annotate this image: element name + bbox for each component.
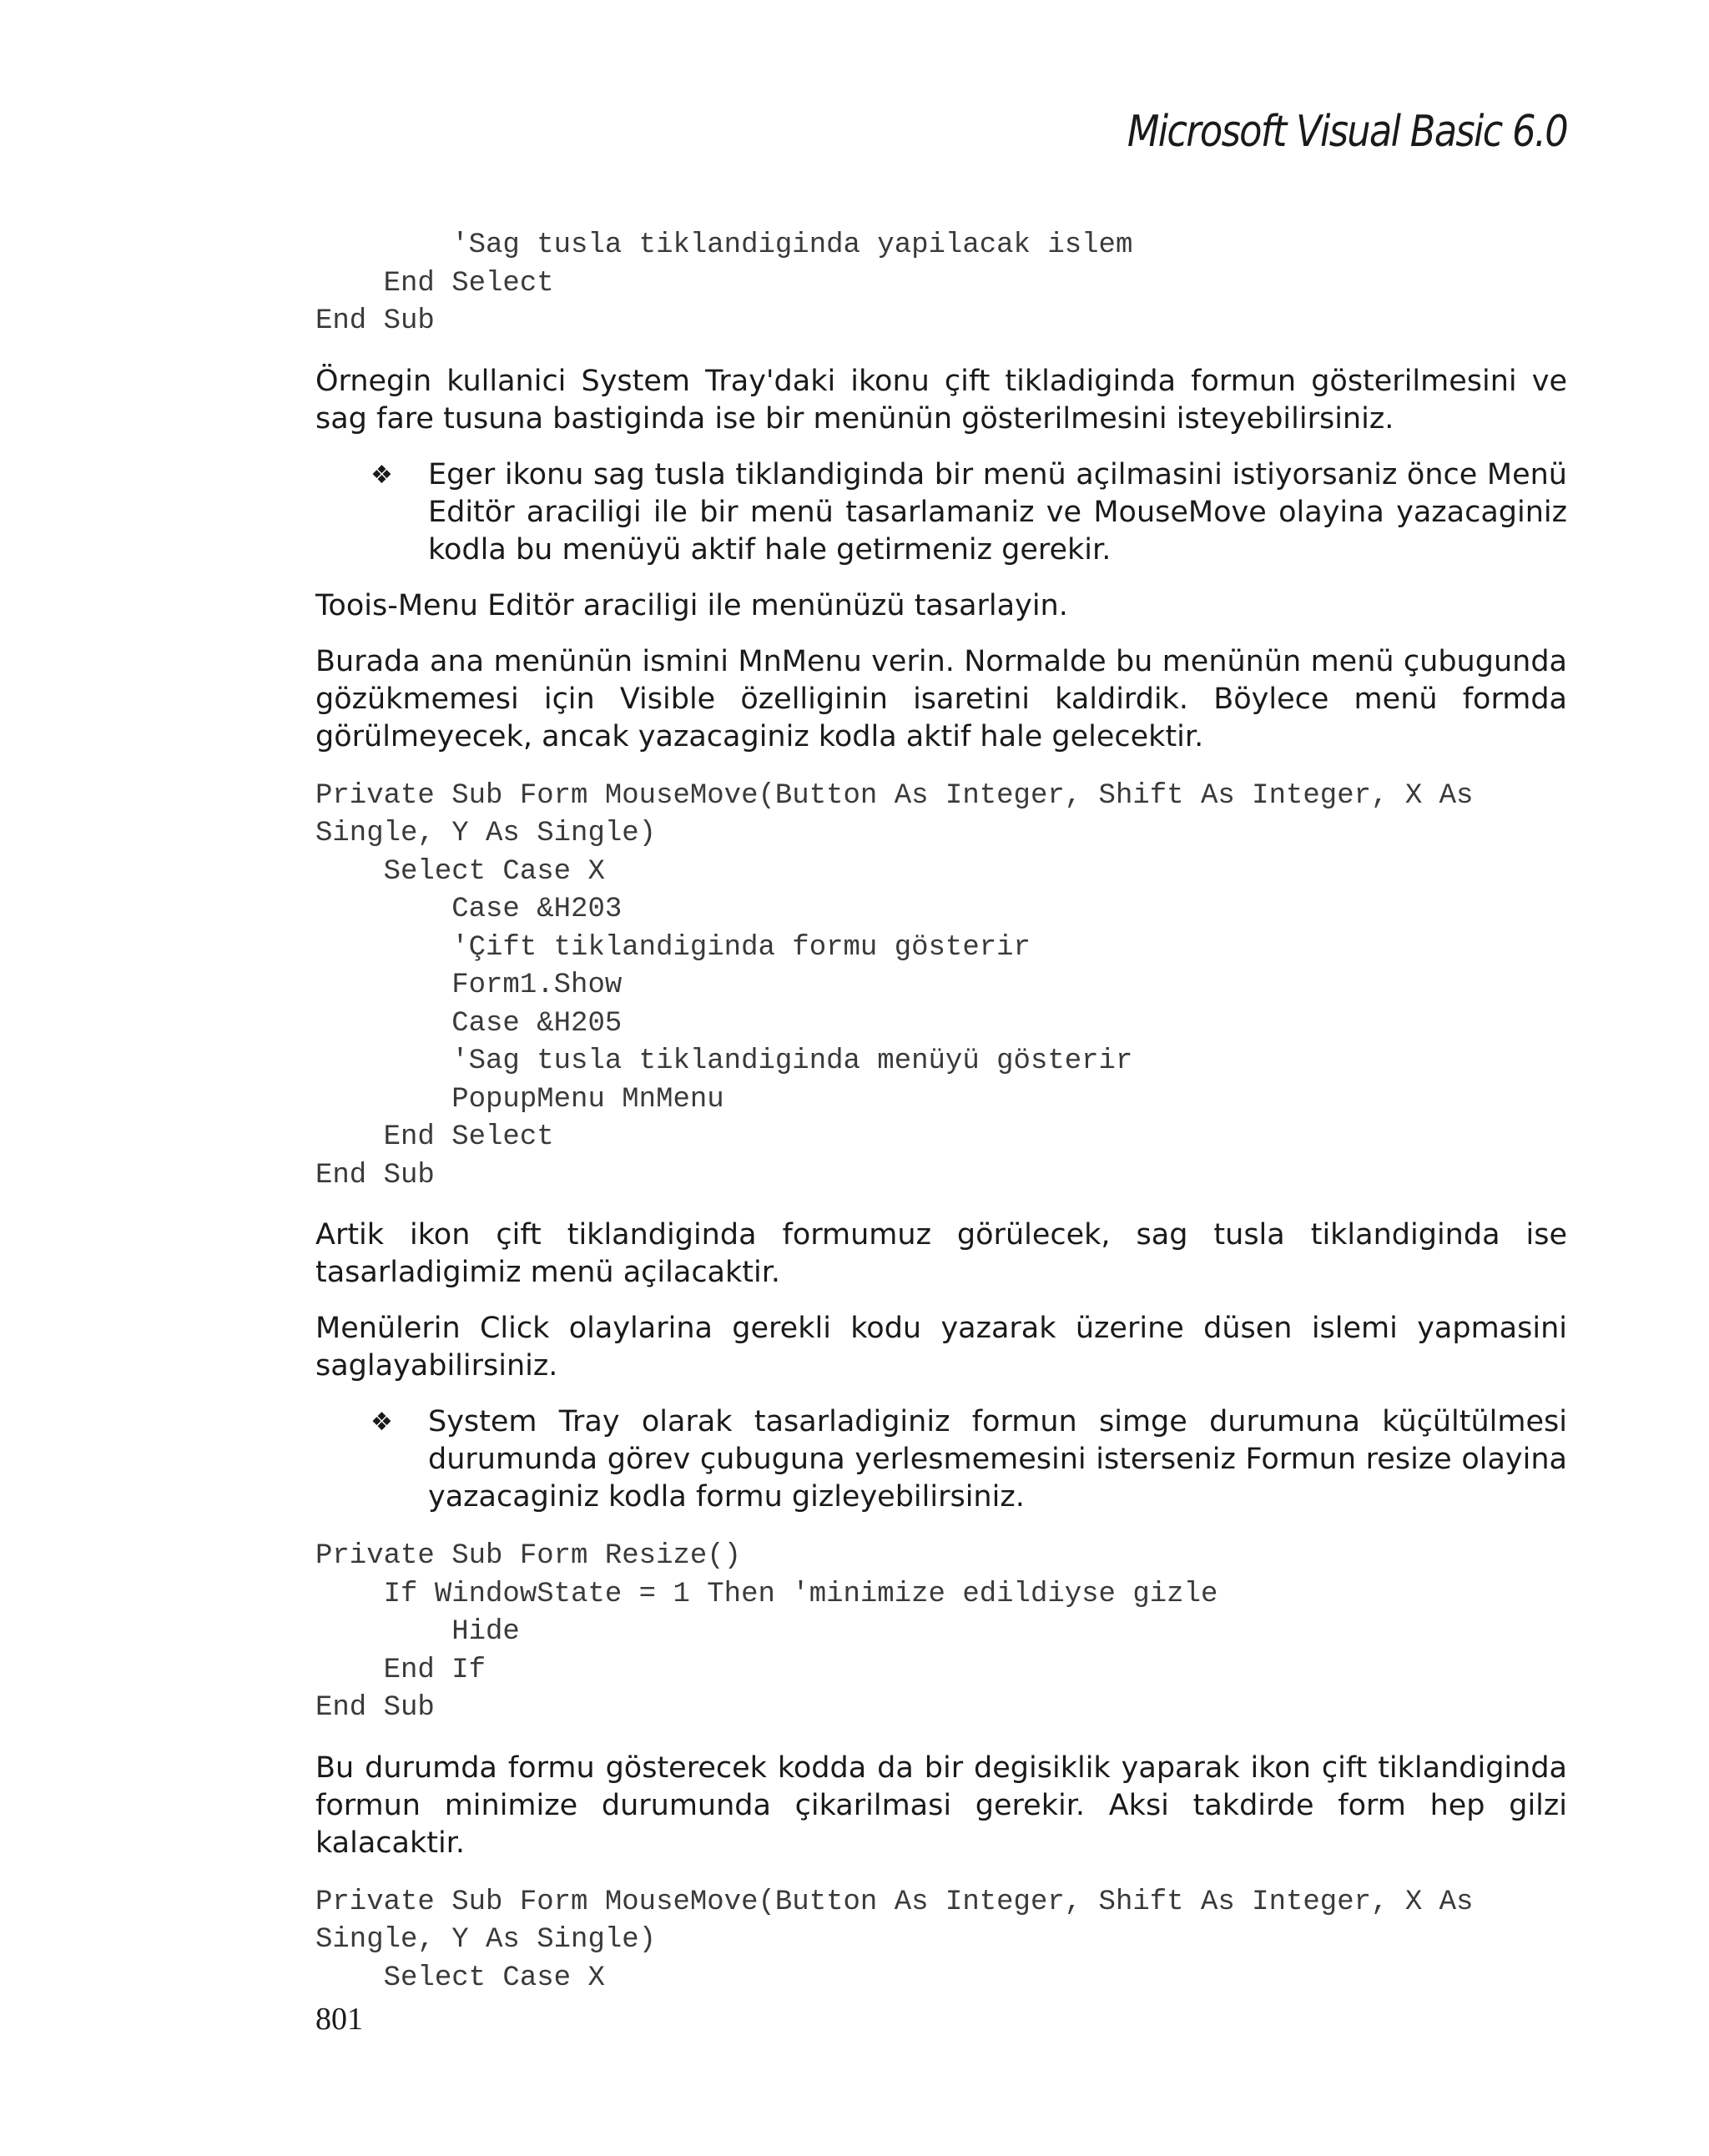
paragraph-6: Bu durumda formu gösterecek kodda da bir degisiklik yaparak ikon çift tiklandiginda formun minimize durumunda çikarilmasi gerekir. Aksi takdirde form hep gilzi kalacaktir. [315, 1750, 1567, 1860]
code-block-2: Private Sub Form MouseMove(Button As Integer, Shift As Integer, X As Single, Y As Single) Select Case X Case &H203 'Çift tiklandiginda formu gösterir Form1.Show Case &H205 'Sag tusla tiklandiginda menüyü gösterir PopupMenu MnMenu End Select End Sub [315, 779, 1474, 1191]
paragraph-5: Menülerin Click olaylarina gerekli kodu yazarak üzerine düsen islemi yapmasini saglayabilirsiniz. [315, 1312, 1567, 1383]
running-header: Microsoft Visual Basic 6.0 [1127, 107, 1567, 157]
page-number: 801 [315, 2002, 363, 2037]
paragraph-3: Burada ana menünün ismini MnMenu verin. Normalde bu menünün menü çubugunda gözükmemesi için Visible özelliginin isaretini kaldirdik. Böylece menü formda görülmeyecek, ancak yazacaginiz kodla aktif hale gelecektir. [315, 644, 1567, 753]
code-block-1: 'Sag tusla tiklandiginda yapilacak islem End Select End Sub [315, 229, 1133, 337]
bullet-item-1 [315, 456, 1567, 569]
page-content [315, 227, 1567, 1997]
bullet-diamond-icon: ❖ [371, 1408, 393, 1437]
paragraph-2: Toois-Menu Editör araciligi ile menünüzü tasarlayin. [315, 588, 1068, 622]
document-page [315, 0, 1567, 2156]
bullet-text-1: Eger ikonu sag tusla tiklandiginda bir menü açilmasini istiyorsaniz önce Menü Editör araciligi ile bir menü tasarlamaniz ve MouseMove olayina yazacaginiz kodla bu menüyü aktif hale getirmeniz gerekir. [428, 457, 1567, 567]
paragraph-4: Artik ikon çift tiklandiginda formumuz görülecek, sag tusla tiklandiginda ise tasarladigimiz menü açilacaktir. [315, 1218, 1567, 1289]
code-block-4: Private Sub Form MouseMove(Button As Integer, Shift As Integer, X As Single, Y As Single) Select Case X [315, 1886, 1474, 1994]
bullet-text-2: System Tray olarak tasarladiginiz formun simge durumuna küçültülmesi durumunda görev çubuguna yerlesmemesini isterseniz Formun resize olayina yazacaginiz kodla formu gizleyebilirsiniz. [428, 1405, 1567, 1514]
code-block-3: Private Sub Form Resize() If WindowState = 1 Then 'minimize edildiyse gizle Hide End If End Sub [315, 1540, 1218, 1724]
bullet-item-2 [315, 1403, 1567, 1516]
paragraph-1: Örnegin kullanici System Tray'daki ikonu çift tikladiginda formun gösterilmesini ve sag fare tusuna bastiginda ise bir menünün gösterilmesini isteyebilirsiniz. [315, 364, 1567, 436]
bullet-diamond-icon: ❖ [371, 460, 393, 490]
